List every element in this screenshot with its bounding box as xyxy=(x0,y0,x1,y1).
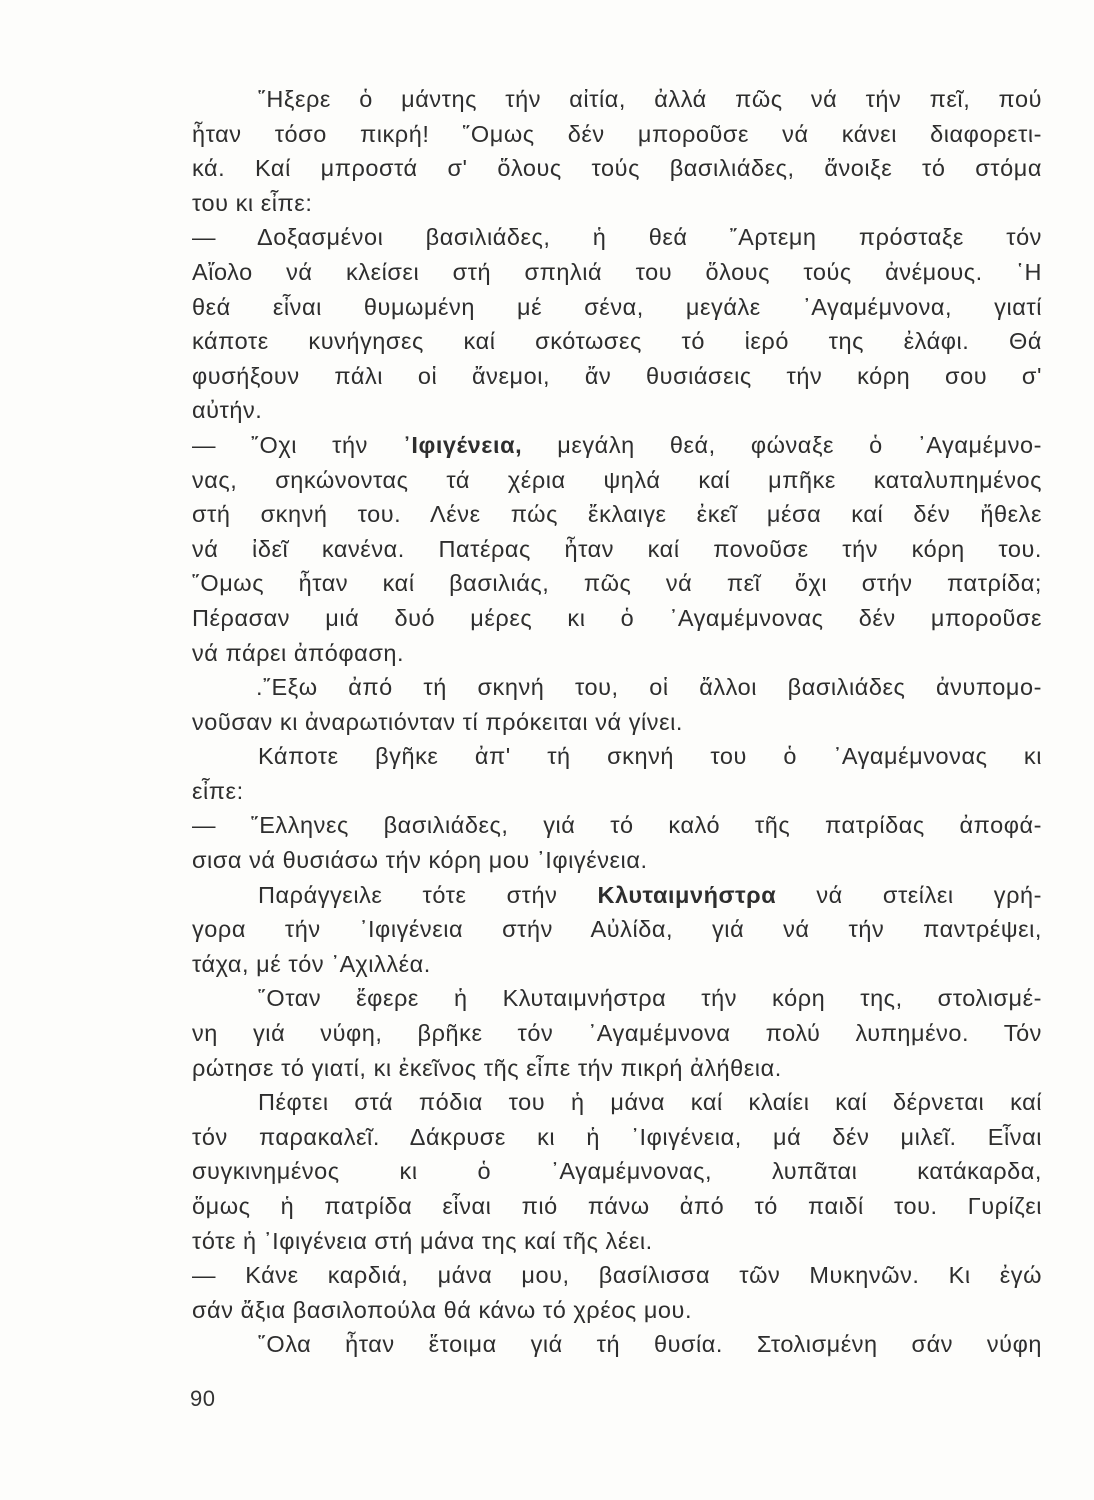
text-line: .῎Εξω ἀπό τή σκηνή του, οἱ ἄλλοι βασιλιάδες ἀνυπομο- xyxy=(256,674,1042,701)
text-line xyxy=(192,428,1042,463)
text-line: θεά εἶναι θυμωμένη μέ σένα, μεγάλε ᾿Αγαμέμνονα, γιατί xyxy=(192,293,1042,320)
text-line: τότε ἡ ᾿Ιφιγένεια στή μάνα της καί τῆς λέει. xyxy=(192,1227,653,1254)
text-line: τάχα, μέ τόν ᾿Αχιλλέα. xyxy=(192,950,431,977)
text-line: — ῞Ελληνες βασιλιάδες, γιά τό καλό τῆς πατρίδας ἀποφά- xyxy=(192,812,1042,839)
text-line xyxy=(192,878,1042,913)
text-line: ῞Οταν ἔφερε ἡ Κλυταιμνήστρα τήν κόρη της, στολισμέ- xyxy=(258,985,1042,1012)
text-line: συγκινημένος κι ὁ ᾿Αγαμέμνονας, λυπᾶται κατάκαρδα, xyxy=(192,1158,1042,1185)
text-line: νοῦσαν κι ἀναρωτιόνταν τί πρόκειται νά γίνει. xyxy=(192,708,683,735)
text-line: Κάποτε βγῆκε ἀπ' τή σκηνή του ὁ ᾿Αγαμέμνονας κι xyxy=(258,743,1042,770)
text-line: νη γιά νύφη, βρῆκε τόν ᾿Αγαμέμνονα πολύ λυπημένο. Τόν xyxy=(192,1020,1042,1047)
bold-name: ᾿Ιφιγένεια, xyxy=(403,431,523,458)
text-line: ῞Ομως ἦταν καί βασιλιάς, πῶς νά πεῖ ὄχι στήν πατρίδα; xyxy=(192,570,1042,597)
text-line: νας, σηκώνοντας τά χέρια ψηλά καί μπῆκε καταλυπημένος xyxy=(192,466,1042,493)
text-line: Αἴολο νά κλείσει στή σπηλιά του ὅλους τούς ἀνέμους. ῾Η xyxy=(192,258,1042,285)
text-line: Πέφτει στά πόδια του ἡ μάνα καί κλαίει καί δέρνεται καί xyxy=(258,1089,1042,1116)
line-text: Παράγγειλε τότε στήν xyxy=(258,881,598,908)
text-line: — Δοξασμένοι βασιλιάδες, ἡ θεά ῎Αρτεμη πρόσταξε τόν xyxy=(192,224,1042,251)
text-line: σάν ἄξια βασιλοπούλα θά κάνω τό χρέος μου. xyxy=(192,1296,693,1323)
line-text: μεγάλη θεά, φώναξε ὁ ᾿Αγαμέμνο- xyxy=(522,431,1042,458)
body-text xyxy=(192,82,1042,1362)
text-line: σισα νά θυσιάσω τήν κόρη μου ᾿Ιφιγένεια. xyxy=(192,847,648,874)
text-line: κά. Καί μπροστά σ' ὅλους τούς βασιλιάδες, ἄνοιξε τό στόμα xyxy=(192,155,1042,182)
text-line: — Κάνε καρδιά, μάνα μου, βασίλισσα τῶν Μυκηνῶν. Κι ἐγώ xyxy=(192,1262,1042,1289)
text-line: ῞Ηξερε ὁ μάντης τήν αἰτία, ἀλλά πῶς νά τήν πεῖ, πού xyxy=(258,86,1042,112)
text-line: φυσήξουν πάλι οἱ ἄνεμοι, ἄν θυσιάσεις τήν κόρη σου σ' xyxy=(192,362,1042,389)
page-number: 90 xyxy=(190,1386,216,1411)
line-text: — ῎Οχι τήν xyxy=(192,431,403,458)
text-line: ἦταν τόσο πικρή! ῞Ομως δέν μποροῦσε νά κάνει διαφορετι- xyxy=(192,120,1042,147)
text-line: κάποτε κυνήγησες καί σκότωσες τό ἱερό της ἐλάφι. Θά xyxy=(192,328,1042,355)
text-line: νά πάρει ἀπόφαση. xyxy=(192,639,405,666)
text-line: ρώτησε τό γιατί, κι ἐκεῖνος τῆς εἶπε τήν πικρή ἀλήθεια. xyxy=(192,1054,782,1081)
text-line: νά ἰδεῖ κανένα. Πατέρας ἦταν καί πονοῦσε τήν κόρη του. xyxy=(192,535,1042,562)
text-line: γορα τήν ᾿Ιφιγένεια στήν Αὐλίδα, γιά νά τήν παντρέψει, xyxy=(192,916,1042,943)
text-line: τόν παρακαλεῖ. Δάκρυσε κι ἡ ᾿Ιφιγένεια, μά δέν μιλεῖ. Εἶναι xyxy=(192,1123,1042,1150)
text-line: αὐτήν. xyxy=(192,397,263,424)
text-line: στή σκηνή του. Λένε πώς ἔκλαιγε ἐκεῖ μέσα καί δέν ἤθελε xyxy=(192,501,1042,528)
text-line: ῞Ολα ἦταν ἕτοιμα γιά τή θυσία. Στολισμένη σάν νύφη xyxy=(258,1331,1042,1358)
line-text: νά στείλει γρή- xyxy=(776,881,1042,908)
text-line: εἶπε: xyxy=(192,777,244,804)
text-line: του κι εἶπε: xyxy=(192,189,313,216)
bold-name: Κλυταιμνήστρα xyxy=(597,881,777,908)
text-line: Πέρασαν μιά δυό μέρες κι ὁ ᾿Αγαμέμνονας δέν μποροῦσε xyxy=(192,604,1042,631)
text-line: ὅμως ἡ πατρίδα εἶναι πιό πάνω ἀπό τό παιδί του. Γυρίζει xyxy=(192,1193,1042,1219)
